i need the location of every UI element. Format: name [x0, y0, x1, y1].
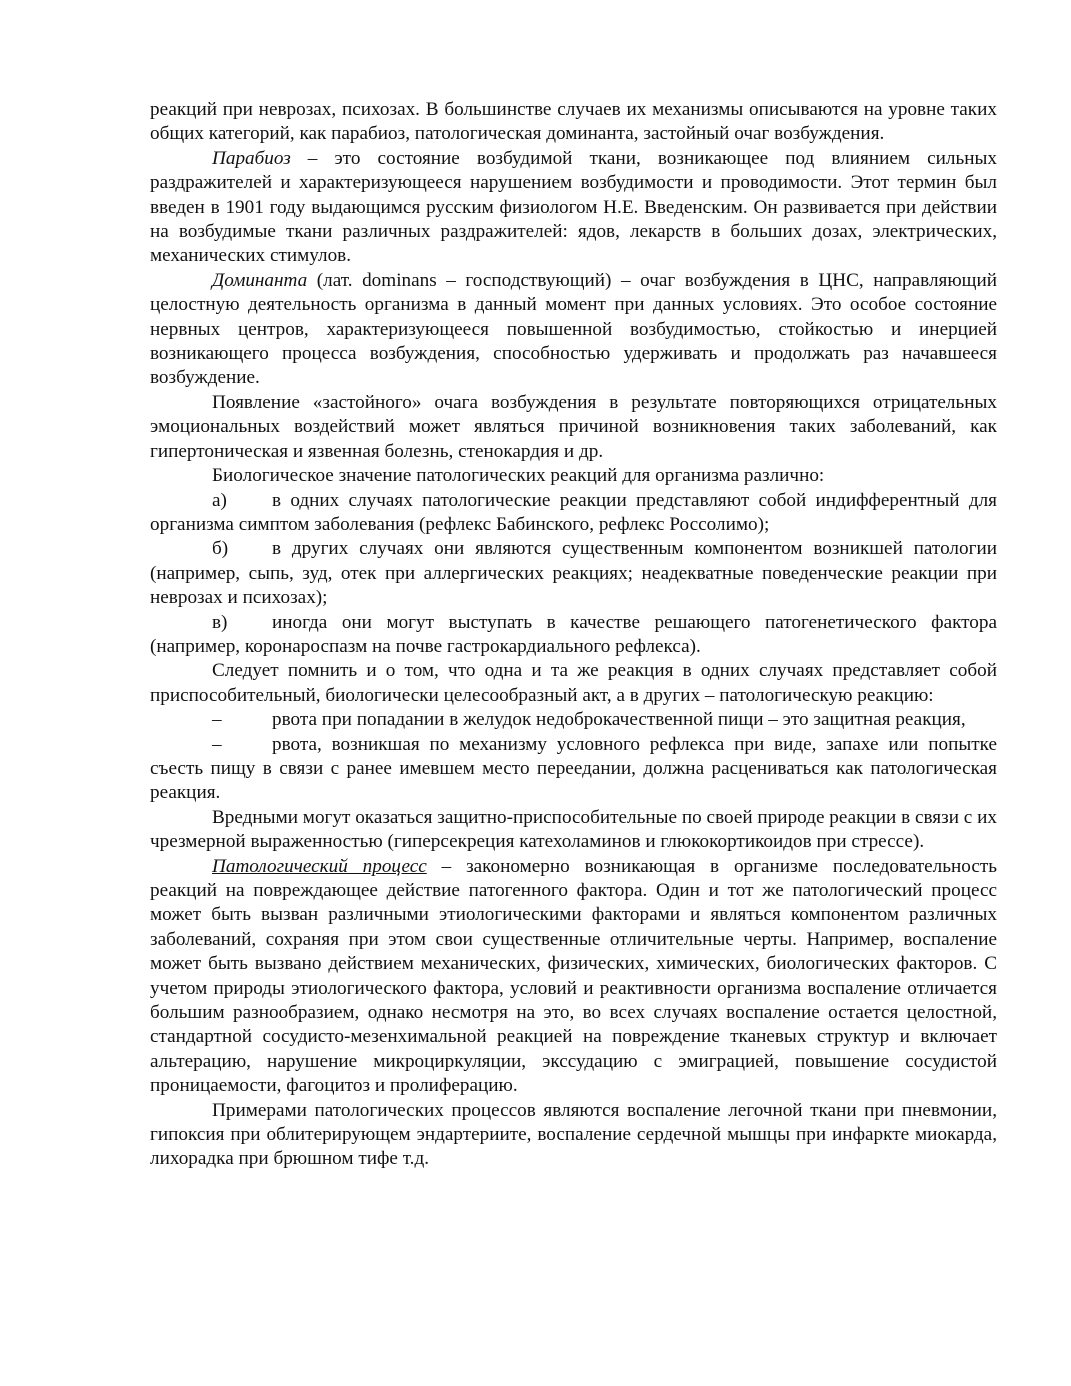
term-dominant: Доминанта [212, 269, 308, 291]
list-item-v [150, 611, 997, 660]
paragraph-parabiosis [150, 147, 997, 269]
paragraph-stagnant-focus: Появление «застойного» очага возбуждения в результате повторяющихся отрицательных эмоциональных воздействий может являться причиной возникновения таких заболеваний, как гипертоническая и язвенная болезнь, стенокардия и др. [150, 391, 997, 462]
list-item-text: в других случаях они являются существенным компонентом возникшей патологии (например, сыпь, зуд, отек при аллергических реакциях; неадекватные поведенческие реакции при неврозах и психозах); [150, 538, 997, 609]
list-item-b [150, 537, 997, 610]
list-item-text: рвота при попадании в желудок недоброкачественной пищи – это защитная реакция, [272, 709, 966, 731]
dash-item-1 [150, 708, 997, 732]
paragraph-same-reaction: Следует помнить и о том, что одна и та же реакция в одних случаях представляет собой приспособительный, биологически целесообразный акт, а в других – патологическую реакцию: [150, 660, 997, 706]
paragraph-biological-meaning: Биологическое значение патологических реакций для организма различно: [212, 465, 825, 487]
list-marker: а) [212, 489, 227, 511]
term-pathological-process: Патологический процесс [212, 855, 427, 877]
paragraph-parabiosis-text: – это состояние возбудимой ткани, возникающее под влиянием сильных раздражителей и характеризующееся нарушением возбудимости и проводимости. Этот термин был введен в 1901 году выдающимся русским физиологом Н.Е. Введенским. Он развивается при действии на возбудимые ткани различных раздражителей: ядов, лекарств в больших дозах, электрических, механических стимулов. [150, 147, 997, 267]
paragraph-pathological-process [150, 855, 997, 1099]
list-marker: в) [212, 611, 228, 633]
list-item-text: иногда они могут выступать в качестве решающего патогенетического фактора (например, коронароспазм на почве гастрокардиального рефлекса). [150, 611, 997, 657]
paragraph-harmful: Вредными могут оказаться защитно-приспособительные по своей природе реакции в связи с их чрезмерной выраженностью (гиперсекреция катехоламинов и глюкокортикоидов при стрессе). [150, 806, 997, 853]
dash-item-2 [150, 733, 997, 806]
paragraph-intro: реакций при неврозах, психозах. В большинстве случаев их механизмы описываются на уровне таких общих категорий, как парабиоз, патологическая доминанта, застойный очаг возбуждения. [150, 99, 997, 145]
document-page [150, 98, 997, 1172]
list-marker: б) [212, 538, 229, 560]
list-item-text: рвота, возникшая по механизму условного рефлекса при виде, запахе или попытке съесть пищу в связи с ранее имевшем место переедании, должна расцениваться как патологическая реакция. [150, 733, 997, 804]
list-marker: – [212, 733, 222, 755]
paragraph-pathological-process-text: – закономерно возникающая в организме последовательность реакций на повреждающее действие патогенного фактора. Один и тот же патологический процесс может быть вызван различными этиологическими факторами и являться компонентом различных заболеваний, сохраняя при этом свои существенные отличительные черты. Например, воспаление может быть вызвано действием механических, физических, химических, биологических факторов. С учетом природы этиологического фактора, условий и реактивности организма воспаление отличается большим разнообразием, однако несмотря на это, во всех случаях воспаление остается целостной, стандартной сосудисто-мезенхимальной реакцией на повреждение тканевых структур и включает альтерацию, нарушение микроциркуляции, экссудацию с эмиграцией, повышение сосудистой проницаемости, фагоцитоз и пролиферацию. [150, 855, 997, 1097]
paragraph-dominant [150, 269, 997, 391]
list-marker: – [212, 709, 222, 731]
list-item-a [150, 489, 997, 538]
paragraph-examples: Примерами патологических процессов являются воспаление легочной ткани при пневмонии, гипоксия при облитерирующем эндартериите, воспаление сердечной мышцы при инфаркте миокарда, лихорадка при брюшном тифе т.д. [150, 1099, 997, 1170]
list-item-text: в одних случаях патологические реакции представляют собой индифферентный для организма симптом заболевания (рефлекс Бабинского, рефлекс Россолимо); [150, 489, 997, 535]
paragraph-dominant-text: (лат. dominans – господствующий) – очаг возбуждения в ЦНС, направляющий целостную деятельность организма в данный момент при данных условиях. Это особое состояние нервных центров, характеризующееся повышенной возбудимостью, стойкостью и инерцией возникающего процесса возбуждения, способностью удерживать и продолжать раз начавшееся возбуждение. [150, 269, 997, 389]
term-parabiosis: Парабиоз [212, 147, 291, 169]
